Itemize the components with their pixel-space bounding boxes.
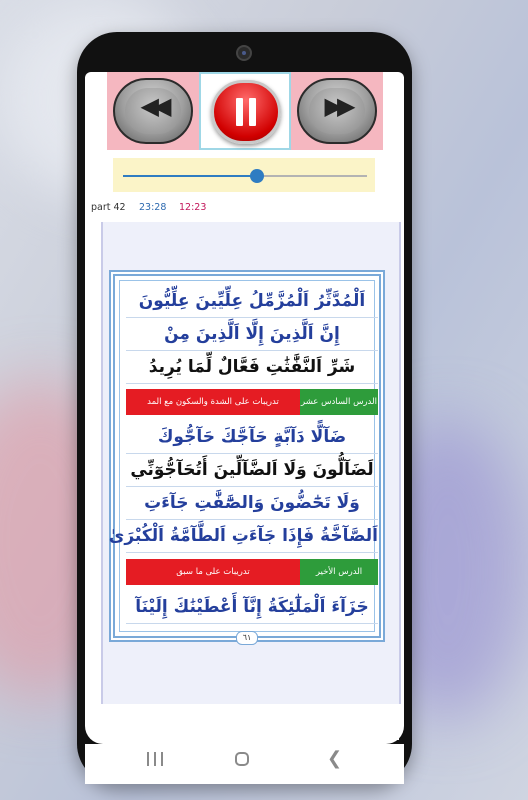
rewind-icon: ◀◀ (140, 92, 166, 120)
text-line-4: ضَآلًّا دَآبَّةٍ حَآجَّكَ حَآجُّوكَ (126, 421, 378, 454)
text-line-1: اَلْمُدَّثِّرُ اَلْمُزَّمِّلُ عِلِّيِّينَ عِلِّيُّونَ (126, 285, 378, 318)
part-label: part 42 (91, 202, 126, 213)
lesson-title-2: الدرس الأخير (300, 559, 378, 585)
lesson-title-1: الدرس السادس عشر (300, 389, 378, 415)
pause-icon (236, 98, 258, 126)
text-line-3: شَرِّ اَلنَّفَّٰثَٰتِ فَعَّالٌ لِّمَا يُرِيدُ (126, 351, 378, 384)
seek-thumb[interactable] (250, 169, 264, 183)
quran-page (109, 270, 385, 642)
text-line-5: لَضَآلُّونَ وَلَا اَلضَّآلِّينَ أَتُحَآجُّوٓنِّي (126, 454, 378, 487)
rewind-button[interactable] (107, 72, 199, 150)
lesson-banner-2 (126, 559, 378, 585)
rewind-knob (113, 78, 193, 144)
app-screen (85, 72, 404, 769)
system-navigation-bar (85, 744, 404, 784)
recent-apps-icon[interactable] (147, 752, 163, 766)
document-view[interactable] (93, 220, 399, 740)
player-controls (85, 72, 404, 152)
fast-forward-icon: ▶▶ (324, 92, 350, 120)
phone-frame (77, 32, 412, 784)
lesson-subtitle-1: تدريبات على الشدة والسكون مع المد (126, 389, 300, 415)
text-line-7: اَلصَّآخَّةُ فَإِذَا جَآءَتِ اَلطَّآمَّةُ اَلْكُبْرَىٰ (126, 520, 378, 553)
lesson-subtitle-2: تدريبات على ما سبق (126, 559, 300, 585)
text-line-6: وَلَا تَحَٰٓضُّونَ وَالصَّٰٓفَّٰتِ جَآءَتِ (126, 487, 378, 520)
back-icon[interactable]: ❮ (327, 748, 343, 769)
total-time: 12:23 (179, 202, 207, 213)
text-line-8: جَزَآءَ اَلْمَلَٰٓئِكَةُ إِنَّآ أَعْطَيْنَٰكَ إِلَيْنَآ (126, 591, 378, 624)
pause-knob (211, 80, 281, 144)
seek-track[interactable] (123, 175, 367, 177)
seek-bar-container (113, 158, 375, 192)
pause-button[interactable] (199, 72, 291, 150)
time-info (85, 196, 404, 216)
home-icon[interactable] (235, 752, 249, 766)
fast-forward-button[interactable] (291, 72, 383, 150)
current-time: 23:28 (139, 202, 167, 213)
fast-forward-knob (297, 78, 377, 144)
front-camera (236, 45, 252, 61)
seek-progress (123, 175, 257, 177)
lesson-banner-1 (126, 389, 378, 415)
text-line-2: إِنَّ اَلَّذِينَ إِلَّا اَلَّذِينَ مِنْ (126, 318, 378, 351)
page-number: ٦١ (236, 631, 258, 645)
